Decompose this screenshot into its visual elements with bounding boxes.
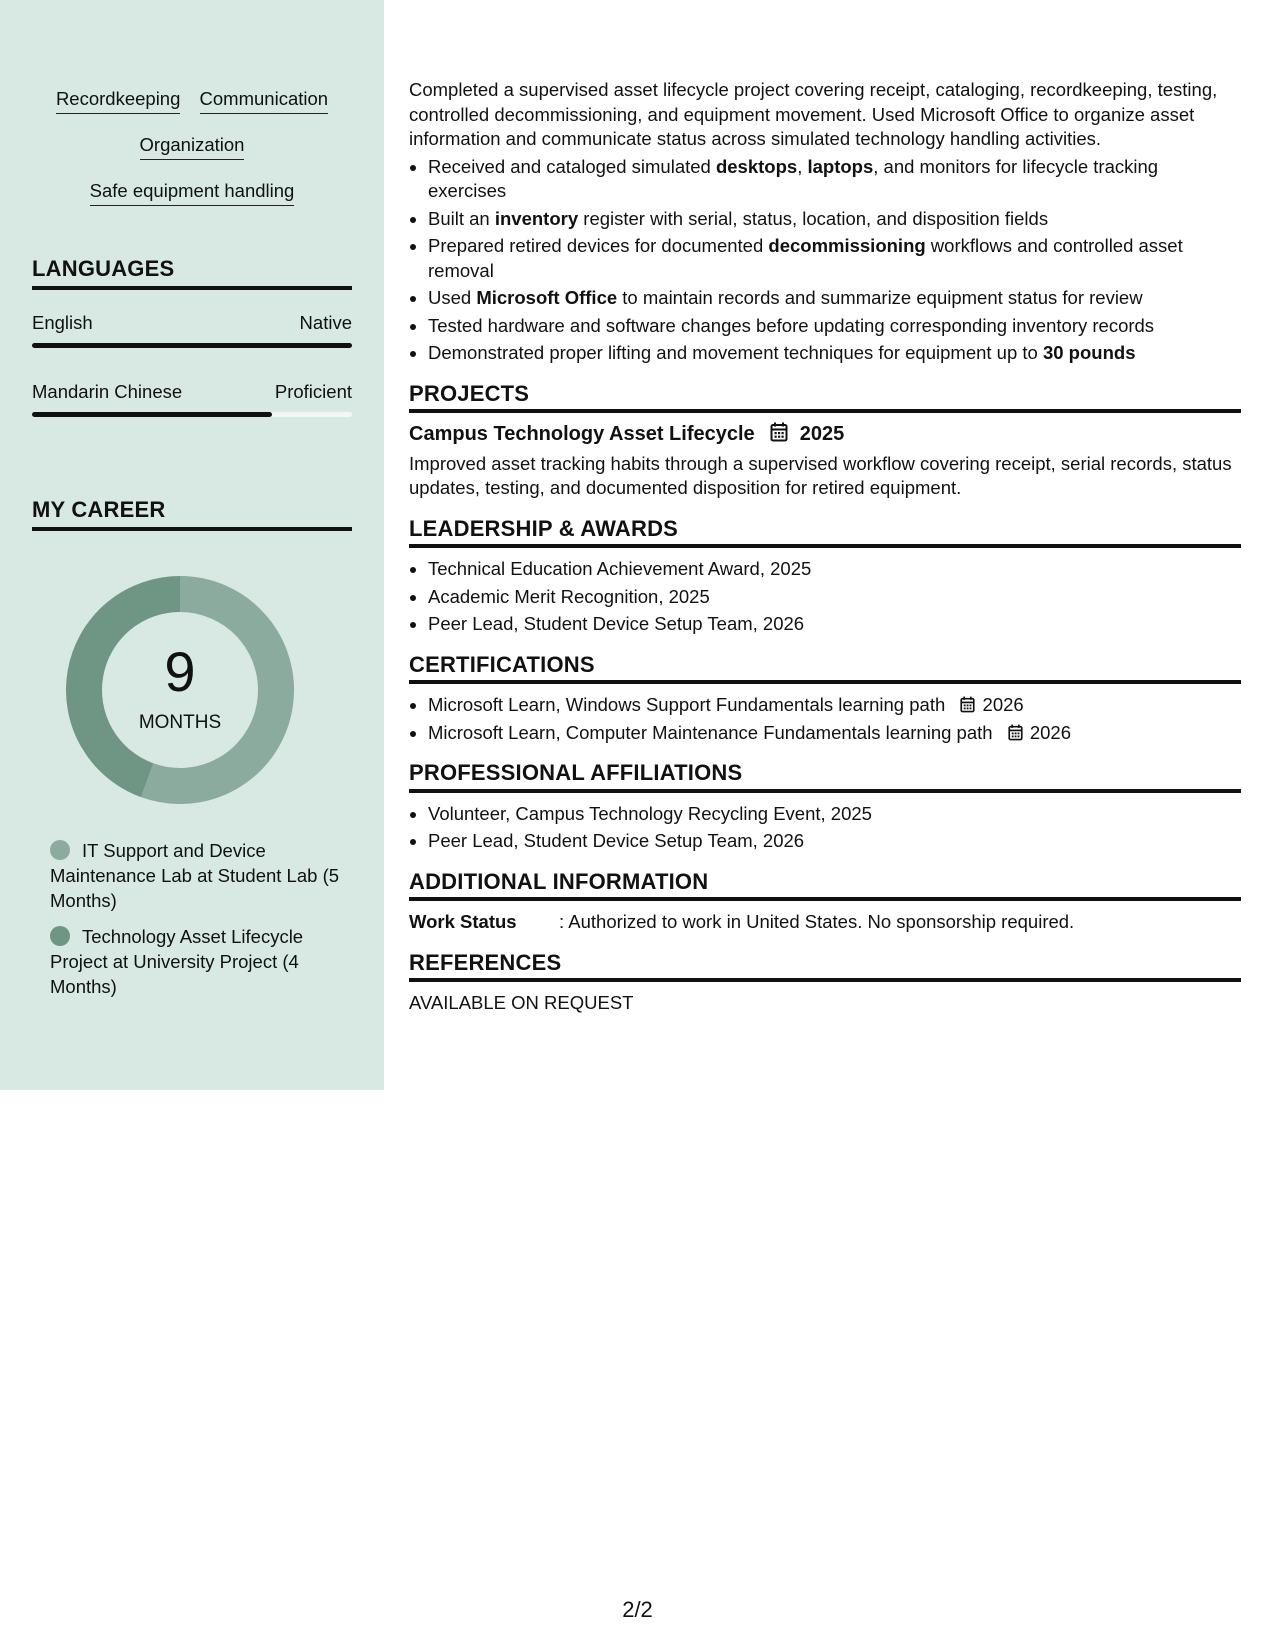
skill-tag: Recordkeeping: [56, 88, 180, 114]
calendar-icon: [770, 422, 788, 442]
career-total-unit: MONTHS: [138, 712, 222, 733]
career-heading: MY CAREER: [32, 497, 352, 531]
career-total-number: 9: [164, 640, 196, 703]
language-level: Proficient: [274, 381, 352, 402]
certifications-list: [409, 693, 1241, 745]
language-name: English: [32, 312, 93, 333]
list-item: • Tested hardware and software changes before updating corresponding inventory records: [428, 314, 1241, 339]
list-item: • Peer Lead, Student Device Setup Team, 2026: [428, 829, 1241, 854]
language-bar: [32, 412, 352, 417]
career-item-text: IT Support and Device Maintenance Lab at Student Lab (5 Months): [50, 840, 340, 911]
languages-heading: LANGUAGES: [32, 256, 352, 290]
page-number: 2/2: [622, 1597, 653, 1622]
project-description: Improved asset tracking habits through a supervised workflow covering receipt, serial records, status updates, testing, and documented disposition for retired equipment.: [409, 452, 1232, 498]
language-bar-fill: [32, 412, 272, 417]
experience-bullets: [409, 155, 1241, 366]
awards-list: [409, 557, 1241, 637]
project-title: Campus Technology Asset Lifecycle: [409, 423, 755, 445]
skills-list: [0, 88, 384, 226]
career-legend-item: [50, 924, 340, 999]
legend-dot-icon: [50, 840, 70, 860]
language-bar-fill: [32, 343, 352, 348]
list-item: [428, 721, 1241, 746]
project-year: 2025: [799, 423, 845, 445]
additional-info-heading: ADDITIONAL INFORMATION: [409, 870, 1241, 902]
skill-tag: Organization: [140, 134, 245, 160]
project-title-row: [409, 422, 1241, 447]
projects-heading: PROJECTS: [409, 382, 1241, 414]
list-item: • Demonstrated proper lifting and movement techniques for equipment up to 30 pounds: [428, 341, 1241, 366]
affiliations-heading: PROFESSIONAL AFFILIATIONS: [409, 761, 1241, 793]
main-content: [409, 78, 1241, 1019]
list-item: • Technical Education Achievement Award, 2025: [428, 557, 1241, 582]
work-status-row: [409, 910, 1241, 935]
legend-dot-icon: [50, 926, 70, 946]
calendar-icon: [960, 696, 975, 713]
affiliations-list: [409, 802, 1241, 854]
list-item: • Used Microsoft Office to maintain records and summarize equipment status for review: [428, 286, 1241, 311]
language-row: [32, 312, 352, 334]
sidebar: [0, 0, 384, 1090]
calendar-icon: [1008, 724, 1023, 741]
work-status-label: Work Status: [409, 911, 517, 932]
list-item: • Received and cataloged simulated desktops, laptops, and monitors for lifecycle tracking exercises: [428, 155, 1241, 204]
language-bar: [32, 343, 352, 348]
list-item: • Volunteer, Campus Technology Recycling Event, 2025: [428, 802, 1241, 827]
cert-name: Microsoft Learn, Computer Maintenance Fundamentals learning path: [428, 721, 993, 743]
skill-tag: Communication: [200, 88, 329, 114]
cert-year: 2026: [1029, 721, 1071, 743]
language-name: Mandarin Chinese: [32, 381, 183, 402]
references-heading: REFERENCES: [409, 951, 1241, 983]
career-legend-item: [50, 838, 340, 913]
list-item: • Peer Lead, Student Device Setup Team, 2026: [428, 612, 1241, 637]
experience-summary: Completed a supervised asset lifecycle project covering receipt, cataloging, recordkeeping, testing, controlled decommissioning, and equipment movement. Used Microsoft Office to organize asset information and communicate status across simulated technology handling activities.: [409, 79, 1218, 149]
list-item: • Academic Merit Recognition, 2025: [428, 585, 1241, 610]
cert-name: Microsoft Learn, Windows Support Fundamentals learning path: [428, 694, 946, 715]
career-item-text: Technology Asset Lifecycle Project at University Project (4 Months): [50, 926, 304, 997]
list-item: • Built an inventory register with serial, status, location, and disposition fields: [428, 207, 1241, 232]
language-level: Native: [299, 312, 352, 333]
references-text: AVAILABLE ON REQUEST: [409, 992, 634, 1013]
awards-heading: LEADERSHIP & AWARDS: [409, 517, 1241, 549]
cert-year: 2026: [982, 694, 1024, 715]
career-legend: [50, 838, 340, 1010]
list-item: • Prepared retired devices for documented decommissioning workflows and controlled asset removal: [428, 234, 1241, 283]
certifications-heading: CERTIFICATIONS: [409, 653, 1241, 685]
list-item: [428, 693, 1241, 718]
skill-tag: Safe equipment handling: [90, 180, 295, 206]
language-row: [32, 381, 352, 403]
work-status-value: : Authorized to work in United States. No sponsorship required.: [559, 911, 1075, 932]
